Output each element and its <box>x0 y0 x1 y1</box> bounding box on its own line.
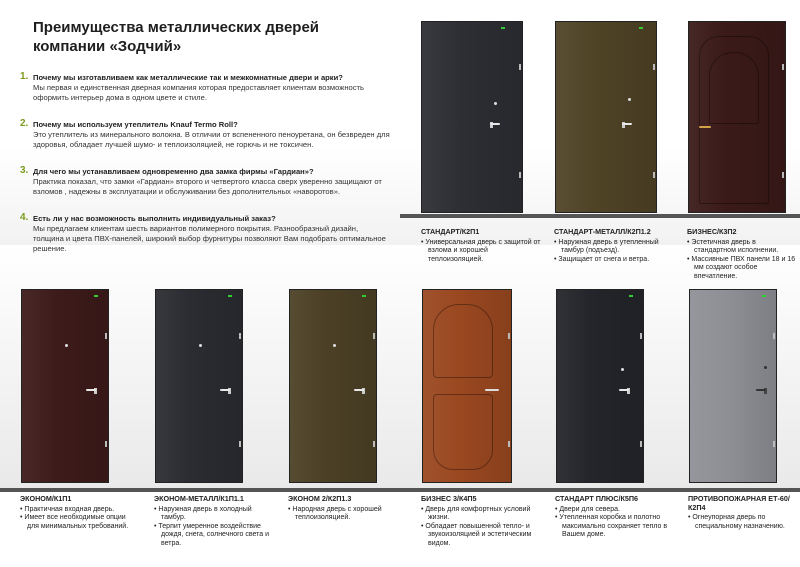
door-handle <box>756 389 766 391</box>
lock-cylinder <box>65 344 68 347</box>
door-standard-metall-k2p1-2 <box>555 21 657 213</box>
door-hinge <box>773 441 775 447</box>
door-name: БИЗНЕС/К3П2 <box>687 227 737 236</box>
door-feature: • Дверь для комфортных условий жизни. <box>421 506 539 523</box>
door-econom-metall-k1p1-1 <box>155 289 243 483</box>
door-handle <box>619 389 629 391</box>
door-handle <box>490 123 500 125</box>
door-handle <box>699 126 711 128</box>
door-feature: • Утепленная коробка и полотно максимально сохраняет тепло в Вашем доме. <box>555 514 675 540</box>
faq-question: Для чего мы устанавливаем одновременно два замка фирмы «Гардиан»? <box>33 167 314 176</box>
door-label-mark <box>501 27 505 29</box>
door-panel-arch <box>709 52 759 124</box>
door-standard-plus-k5p6 <box>556 289 644 483</box>
door-label <box>421 228 541 264</box>
faq-item <box>20 167 390 197</box>
page-title <box>33 18 353 56</box>
door-label <box>687 228 797 282</box>
door-label <box>288 495 404 523</box>
faq-question: Почему мы используем утеплитель Knauf Termo Roll? <box>33 120 238 129</box>
bottom-background <box>0 245 800 490</box>
door-label-mark <box>629 295 633 297</box>
faq-number: 1. <box>20 71 29 82</box>
door-label-mark <box>762 295 766 297</box>
door-name: СТАНДАРТ ПЛЮС/К5П6 <box>555 494 638 503</box>
door-feature: • Практичная входная дверь. <box>20 506 130 515</box>
lock-cylinder <box>621 368 624 371</box>
door-label <box>20 495 130 531</box>
door-feature: • Обладает повышенной тепло- и звукоизоляцией и эстетическим видом. <box>421 523 539 549</box>
door-hinge <box>773 333 775 339</box>
door-hinge <box>508 333 510 339</box>
door-panel-lower <box>433 394 493 470</box>
door-feature: • Народная дверь с хорошей теплоизоляцией. <box>288 506 404 523</box>
bottom-shelf <box>0 488 800 492</box>
door-label <box>554 228 676 264</box>
lock-cylinder <box>494 102 497 105</box>
door-hinge <box>105 333 107 339</box>
door-hinge <box>640 441 642 447</box>
lock-cylinder <box>764 366 767 369</box>
door-handle <box>220 389 230 391</box>
faq-answer: Мы первая и единственная дверная компания которая предоставляет клиентам возможность оформить интерьер дома в одном цвете и стиле. <box>33 83 364 102</box>
faq-answer: Мы предлагаем клиентам шесть вариантов полимерного покрытия. Разнообразный дизайн, толщина и цвета ПВХ-панелей, широкий выбор фурнитуры позволяют Вам подобрать оптимальное решение. <box>33 224 386 253</box>
door-label <box>688 495 796 531</box>
faq-number: 2. <box>20 118 29 129</box>
top-shelf <box>400 214 800 218</box>
door-business3-k4p5 <box>422 289 512 483</box>
door-hinge <box>640 333 642 339</box>
title-line-2: компании «Зодчий» <box>33 38 182 55</box>
door-fireproof-et60-k2p4 <box>689 289 777 483</box>
door-hinge <box>239 333 241 339</box>
faq-item <box>20 73 390 103</box>
faq-item <box>20 120 390 150</box>
door-handle <box>354 389 364 391</box>
door-handle <box>485 389 499 391</box>
door-feature: • Универсальная дверь с защитой от взлома и хорошей теплоизоляцией. <box>421 239 541 265</box>
door-label-mark <box>228 295 232 297</box>
door-name: СТАНДАРТ/К2П1 <box>421 227 480 236</box>
door-handle <box>622 123 632 125</box>
door-label-mark <box>639 27 643 29</box>
door-feature: • Имеет все необходимые опции для минимальных требований. <box>20 514 130 531</box>
faq-item <box>20 214 390 254</box>
door-hinge <box>373 441 375 447</box>
door-hinge <box>782 172 784 178</box>
door-feature: • Наружная дверь в холодный тамбур. <box>154 506 270 523</box>
door-feature: • Наружная дверь в утепленный тамбур (подъезд). <box>554 239 676 256</box>
door-label <box>421 495 539 549</box>
door-standard-k2p1 <box>421 21 523 213</box>
faq-answer: Практика показал, что замки «Гардиан» второго и четвертого класса сверх уверенно защищают от взломов , надежны в эксплуатации и обслуживании без дополнительных «наворотов». <box>33 177 382 196</box>
door-name: ЭКОНОМ/К1П1 <box>20 494 72 503</box>
door-feature: • Двери для севера. <box>555 506 675 515</box>
lock-cylinder <box>333 344 336 347</box>
door-hinge <box>782 64 784 70</box>
door-name: БИЗНЕС 3/К4П5 <box>421 494 477 503</box>
door-label-mark <box>94 295 98 297</box>
door-label <box>154 495 270 549</box>
door-hinge <box>519 172 521 178</box>
lock-cylinder <box>199 344 202 347</box>
door-feature: • Огнеупорная дверь по специальному назначению. <box>688 514 796 531</box>
door-hinge <box>239 441 241 447</box>
lock-cylinder <box>628 98 631 101</box>
faq-question: Есть ли у нас возможность выполнить индивидуальный заказ? <box>33 214 276 223</box>
door-label <box>555 495 675 540</box>
door-hinge <box>653 172 655 178</box>
door-econom2-k2p1-3 <box>289 289 377 483</box>
door-name: ЭКОНОМ 2/К2П1.3 <box>288 494 352 503</box>
faq-question: Почему мы изготавливаем как металлические так и межкомнатные двери и арки? <box>33 73 343 82</box>
door-hinge <box>105 441 107 447</box>
door-hinge <box>373 333 375 339</box>
door-feature: • Эстетичная дверь в стандартном исполнении. <box>687 239 797 256</box>
door-label-mark <box>362 295 366 297</box>
door-feature: • Массивные ПВХ панели 18 и 16 мм создают особое впечатление. <box>687 256 797 282</box>
faq-number: 4. <box>20 212 29 223</box>
faq-answer: Это утеплитель из минерального волокна. В отличии от вспененного пеноуретана, он безвреден для здоровья, обладает лучшей шумо- и теплоизоляцией, не горючь и не токсичен. <box>33 130 390 149</box>
door-hinge <box>508 441 510 447</box>
door-name: СТАНДАРТ-МЕТАЛЛ/К2П1.2 <box>554 227 651 236</box>
door-name: ЭКОНОМ-МЕТАЛЛ/К1П1.1 <box>154 494 244 503</box>
faq-number: 3. <box>20 165 29 176</box>
door-handle <box>86 389 96 391</box>
door-panel-upper <box>433 304 493 378</box>
door-hinge <box>519 64 521 70</box>
door-econom-k1p1 <box>21 289 109 483</box>
door-feature: • Защищает от снега и ветра. <box>554 256 676 265</box>
title-line-1: Преимущества металлических дверей <box>33 19 320 36</box>
door-hinge <box>653 64 655 70</box>
door-name: ПРОТИВОПОЖАРНАЯ ЕТ-60/К2П4 <box>688 494 790 512</box>
door-feature: • Терпит умеренное воздействие дождя, снега, солнечного света и ветра. <box>154 523 270 549</box>
door-business-k3p2 <box>688 21 786 213</box>
